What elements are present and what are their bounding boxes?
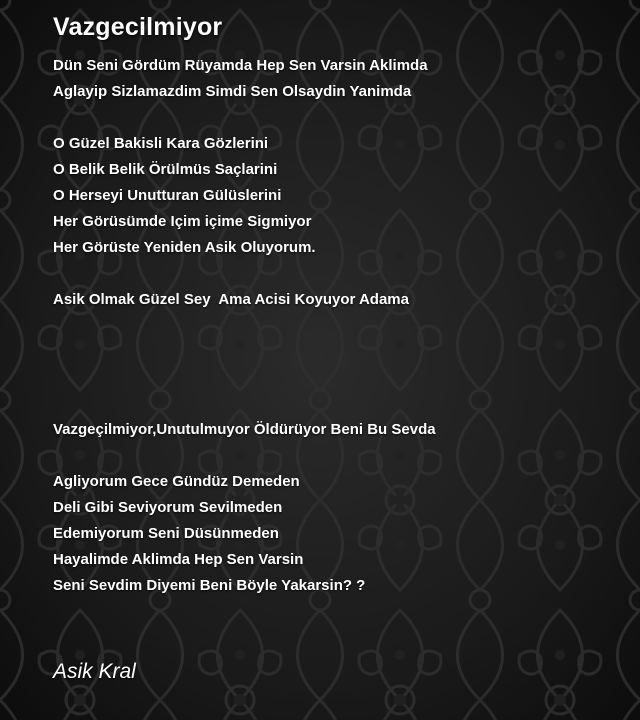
poem-line: Hayalimde Aklimda Hep Sen Varsin xyxy=(53,551,304,568)
poem-line: Her Görüsümde Içim içime Sigmiyor xyxy=(53,213,312,230)
poem-line: Deli Gibi Seviyorum Sevilmeden xyxy=(53,499,283,516)
poem-line: Her Görüste Yeniden Asik Oluyorum. xyxy=(53,239,316,256)
poem-author: Asik Kral xyxy=(53,660,136,683)
poem-line xyxy=(53,261,613,287)
poem-line: O Güzel Bakisli Kara Gözlerini xyxy=(53,135,269,152)
poem-line: Dün Seni Gördüm Rüyamda Hep Sen Varsin Aklimda xyxy=(53,57,428,74)
poem-line: Vazgeçilmiyor,Unutulmuyor Öldürüyor Beni Bu Sevda xyxy=(53,421,436,438)
poem-line xyxy=(53,365,613,391)
poem-line xyxy=(53,443,613,469)
poem-line: Seni Sevdim Diyemi Beni Böyle Yakarsin? ? xyxy=(53,577,366,594)
poem-line: O Herseyi Unutturan Gülüslerini xyxy=(53,187,282,204)
poem-body xyxy=(53,53,613,599)
poem-line xyxy=(53,391,613,417)
poem-line xyxy=(53,105,613,131)
poem-line: Agliyorum Gece Gündüz Demeden xyxy=(53,473,300,490)
poem-line: Edemiyorum Seni Düsünmeden xyxy=(53,525,279,542)
poem-line: Asik Olmak Güzel Sey Ama Acisi Koyuyor Adama xyxy=(53,291,409,308)
poem-title: Vazgecilmiyor xyxy=(53,13,223,41)
poem-line: O Belik Belik Örülmüs Saçlarini xyxy=(53,161,278,178)
poem-line: Aglayip Sizlamazdim Simdi Sen Olsaydin Yanimda xyxy=(53,83,412,100)
poem-line xyxy=(53,313,613,339)
poem-line xyxy=(53,339,613,365)
